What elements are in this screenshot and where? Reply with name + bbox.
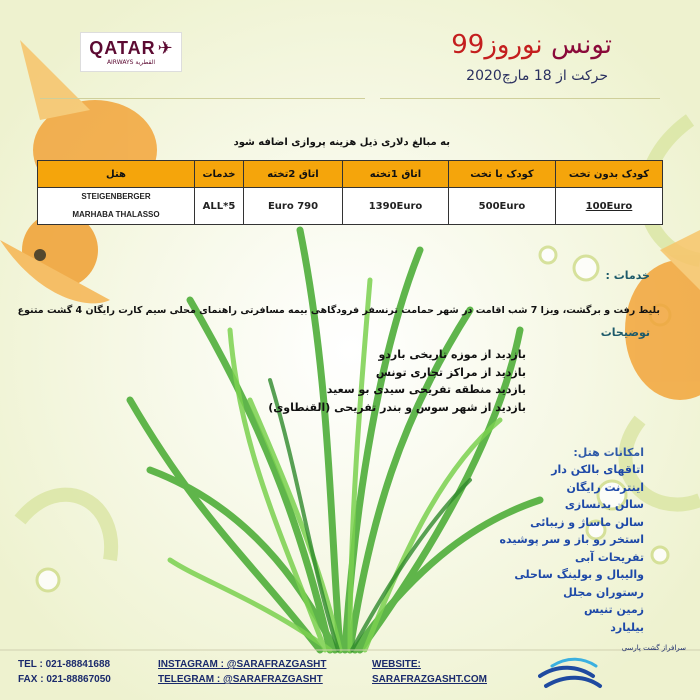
list-item: بازدید از شهر سوس و بندر تفریحی (القنطاوی) bbox=[268, 400, 526, 414]
page-title bbox=[451, 30, 612, 60]
divider-left bbox=[40, 98, 365, 99]
list-item: زمین تنیس bbox=[583, 603, 644, 616]
list-item: بازدید از موزه تاریخی باردو bbox=[378, 348, 526, 361]
hotel-name-line2: MARHABA THALASSO bbox=[72, 210, 160, 219]
footer bbox=[0, 653, 700, 700]
price-table bbox=[37, 160, 663, 225]
service-level: 5*ALL bbox=[195, 188, 244, 225]
list-item: تفریحات آبی bbox=[575, 550, 644, 564]
list-item: سالن ماساژ و زیبائی bbox=[530, 515, 644, 529]
price-child-no-bed: 100Euro bbox=[556, 188, 663, 225]
services-heading: خدمات : bbox=[605, 269, 650, 282]
amenities-list bbox=[500, 461, 644, 636]
airline-logo bbox=[80, 32, 182, 72]
list-item: بازدید از مراکز تجاری تونس bbox=[375, 365, 526, 379]
price-child-with-bed: 500Euro bbox=[449, 188, 556, 225]
table-row bbox=[38, 188, 663, 225]
logo-text: QATAR bbox=[89, 38, 156, 58]
table-header-row bbox=[38, 161, 663, 188]
title-accent: نوروز99 bbox=[451, 30, 543, 60]
list-item: اینترنت رایگان bbox=[566, 480, 644, 494]
divider-right bbox=[380, 98, 660, 99]
footer-telegram[interactable]: TELEGRAM : @SARAFRAZGASHT bbox=[158, 674, 323, 685]
list-item: بازدید منطقه تفریحی سیدی بو سعید bbox=[326, 383, 526, 396]
col-single-room: اتاق 1تخته bbox=[343, 161, 449, 188]
hotel-name bbox=[38, 188, 195, 225]
price-note: به مبالغ دلاری ذیل هزینه پروازی اضافه شود bbox=[233, 137, 450, 148]
list-item: والیبال و بولینگ ساحلی bbox=[514, 568, 644, 581]
services-text: بلیط رفت و برگشت، ویزا 7 شب اقامت در شهر حمامت ترنسفر فرودگاهی بیمه مسافرتی راهنمای محلی سیم کارت رایگان 4 گشت متنوع bbox=[17, 305, 660, 316]
footer-website-label: WEBSITE: bbox=[372, 659, 421, 670]
list-item: بیلیارد bbox=[610, 620, 644, 634]
amenities-heading: امکانات هتل: bbox=[573, 446, 644, 459]
departure-date: حرکت از 18 مارچ2020 bbox=[466, 68, 608, 84]
price-single: 1390Euro bbox=[343, 188, 449, 225]
oryx-icon: ✈ bbox=[157, 38, 173, 59]
col-double-room: اتاق 2تخته bbox=[244, 161, 343, 188]
col-services: خدمات bbox=[195, 161, 244, 188]
footer-fax: FAX : 021-88867050 bbox=[18, 674, 111, 685]
list-item: رستوران مجلل bbox=[563, 585, 644, 599]
list-item: سالن بدنسازی bbox=[564, 498, 644, 511]
hotel-name-line1: STEIGENBERGER bbox=[81, 192, 151, 201]
footer-tel: TEL : 021-88841688 bbox=[18, 659, 111, 670]
list-item: اتاقهای بالکن دار bbox=[551, 463, 644, 476]
brand-name: سرافراز گشت پارسی bbox=[621, 644, 686, 652]
col-child-no-bed: کودک بدون تخت bbox=[556, 161, 663, 188]
price-double: 790 Euro bbox=[244, 188, 343, 225]
list-item: استخر رو باز و سر پوشیده bbox=[499, 533, 644, 546]
col-child-with-bed: کودک با تخت bbox=[449, 161, 556, 188]
logo-subtext: AIRWAYS القطرية bbox=[106, 59, 156, 66]
footer-instagram[interactable]: INSTAGRAM : @SARAFRAZGASHT bbox=[158, 659, 327, 670]
tours-list bbox=[268, 346, 526, 416]
title-destination: تونس bbox=[550, 30, 612, 60]
tours-heading: توضیحات bbox=[600, 326, 650, 339]
footer-website-link[interactable]: SARAFRAZGASHT.COM bbox=[372, 674, 487, 685]
col-hotel: هتل bbox=[38, 161, 195, 188]
